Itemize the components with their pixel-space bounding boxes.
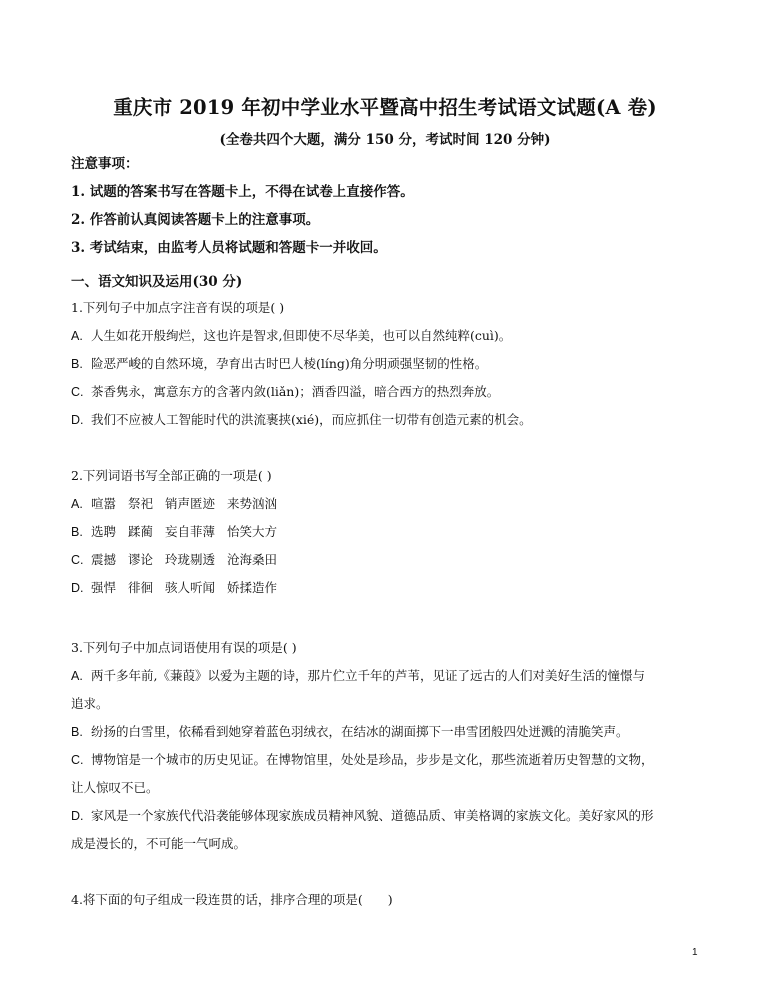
option-text: 纷扬的白雪里，依稀看到她穿着蓝色羽绒衣，在结冰的湖面掷下一串雪团般四处迸溅的清脆笑声。	[90, 724, 629, 739]
notice-item: 2. 作答前认真阅读答题卡上的注意事项。	[71, 212, 320, 228]
option-text: 茶香隽永，寓意东方的含著内敛(liǎn)；酒香四溢，暗合西方的热烈奔放。	[90, 384, 500, 399]
option-letter: B.	[71, 357, 83, 371]
notice-heading: 注意事项：	[71, 156, 139, 172]
option-d	[71, 406, 711, 434]
notice-section	[71, 150, 711, 262]
option-letter: B.	[71, 725, 83, 739]
option-letter: B.	[71, 525, 83, 539]
option-c	[71, 378, 711, 406]
option-text: 我们不应被人工智能时代的洪流裹挟(xié)，而应抓住一切带有创造元素的机会。	[90, 412, 532, 427]
question-stem: 2.下列词语书写全部正确的一项是( )	[71, 468, 272, 483]
option-letter: A.	[71, 497, 83, 511]
option-a	[71, 662, 711, 690]
question-2	[71, 462, 711, 602]
option-letter: D.	[71, 413, 84, 427]
question-4	[71, 886, 711, 914]
option-word: 强悍	[90, 580, 116, 595]
option-text: 险恶严峻的自然环境，孕育出古时巴人棱(líng)角分明顽强坚韧的性格。	[90, 356, 488, 371]
option-c	[71, 746, 711, 774]
option-d-continued: 成是漫长的，不可能一气呵成。	[71, 836, 247, 851]
page-subtitle: (全卷共四个大题，满分 150 分，考试时间 120 分钟)	[219, 132, 551, 148]
option-text: 人生如花开般绚烂，这也许是智求,但即使不尽华美，也可以自然纯粹(cuì)。	[90, 328, 512, 343]
option-word: 祭祀	[128, 496, 154, 511]
option-letter: C.	[71, 385, 84, 399]
option-a	[71, 490, 711, 518]
question-stem: 4.将下面的句子组成一段连贯的话，排序合理的项是( )	[71, 892, 393, 907]
option-a	[71, 322, 711, 350]
page-title: 重庆市 2019 年初中学业水平暨高中招生考试语文试题(A 卷)	[113, 96, 657, 119]
option-word: 选聘	[90, 524, 116, 539]
option-letter: D.	[71, 581, 84, 595]
option-text: 家风是一个家族代代沿袭能够体现家族成员精神风貌、道德品质、审美格调的家族文化。美好家风的形	[90, 808, 654, 823]
option-word: 娇揉造作	[227, 580, 278, 595]
option-word: 销声匿迹	[165, 496, 216, 511]
question-stem: 3.下列句子中加点词语使用有误的项是( )	[71, 640, 297, 655]
option-letter: A.	[71, 329, 83, 343]
option-word: 骇人听闻	[165, 580, 216, 595]
option-letter: D.	[71, 809, 84, 823]
option-text: 博物馆是一个城市的历史见证。在博物馆里，处处是珍品，步步是文化，那些流逝着历史智慧的文物，	[90, 752, 654, 767]
option-word: 妄自菲薄	[165, 524, 216, 539]
question-3	[71, 634, 711, 858]
option-word: 来势汹汹	[227, 496, 278, 511]
option-letter: A.	[71, 669, 83, 683]
option-b	[71, 718, 711, 746]
question-stem: 1.下列句子中加点字注音有误的项是( )	[71, 300, 285, 315]
option-word: 徘徊	[128, 580, 154, 595]
option-word: 沧海桑田	[227, 552, 278, 567]
question-1	[71, 294, 711, 434]
option-word: 玲珑剔透	[165, 552, 216, 567]
section-heading: 一、语文知识及运用(30 分)	[71, 274, 243, 290]
notice-item: 1. 试题的答案书写在答题卡上，不得在试卷上直接作答。	[71, 184, 414, 200]
option-a-continued: 追求。	[71, 696, 109, 711]
option-d	[71, 574, 711, 602]
option-word: 怡笑大方	[227, 524, 278, 539]
page-number: 1	[692, 947, 698, 958]
option-letter: C.	[71, 553, 84, 567]
option-word: 蹂蔺	[128, 524, 154, 539]
option-word: 喧嚣	[90, 496, 116, 511]
option-d	[71, 802, 711, 830]
option-letter: C.	[71, 753, 84, 767]
option-c-continued: 让人惊叹不已。	[71, 780, 159, 795]
option-word: 震撼	[90, 552, 116, 567]
option-word: 谬论	[128, 552, 154, 567]
option-text: 两千多年前,《蒹葭》以爱为主题的诗，那片伫立千年的芦苇，见证了远古的人们对美好生活的憧憬与	[90, 668, 645, 683]
notice-item: 3. 考试结束，由监考人员将试题和答题卡一并收回。	[71, 240, 387, 256]
option-b	[71, 518, 711, 546]
option-b	[71, 350, 711, 378]
option-c	[71, 546, 711, 574]
